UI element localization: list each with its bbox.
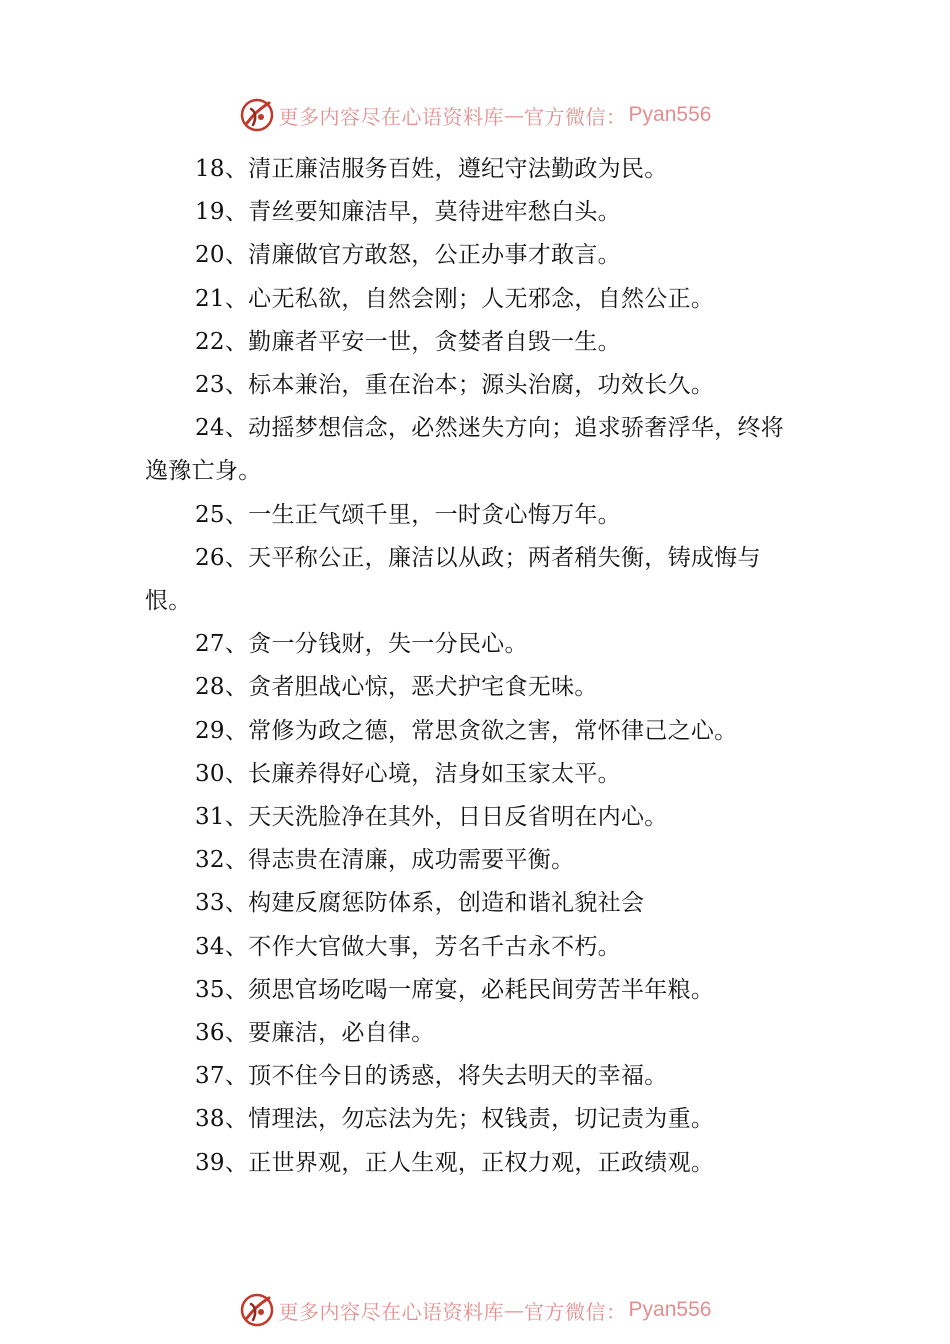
list-item: 38、情理法，勿忘法为先；权钱责，切记责为重。 — [195, 1106, 715, 1133]
footer-banner — [0, 1290, 950, 1330]
list-item: 30、长廉养得好心境，洁身如玉家太平。 — [195, 760, 621, 787]
list-item: 22、勤廉者平安一世，贪婪者自毁一生。 — [195, 328, 621, 355]
list-item: 28、贪者胆战心惊，恶犬护宅食无味。 — [195, 674, 598, 701]
footer-promo-text: 更多内容尽在心语资料库 — [278, 1299, 505, 1324]
list-item: 39、正世界观，正人生观，正权力观，正政绩观。 — [195, 1149, 715, 1176]
list-item: 24、动摇梦想信念，必然迷失方向；追求骄奢浮华，终将逸豫亡身。 — [145, 415, 785, 485]
list-item: 34、不作大官做大事，芳名千古永不朽。 — [195, 933, 621, 960]
list-item: 19、青丝要知廉洁早，莫待进牢愁白头。 — [195, 199, 621, 226]
footer-separator: — — [504, 1298, 525, 1322]
header-contact-id: Pyan556 — [628, 103, 712, 126]
list-item: 25、一生正气颂千里，一时贪心悔万年。 — [195, 501, 621, 528]
list-item: 20、清廉做官方敢怒，公正办事才敢言。 — [195, 242, 621, 269]
list-item: 27、贪一分钱财，失一分民心。 — [195, 631, 528, 658]
header-banner — [0, 95, 950, 135]
list-item: 31、天天洗脸净在其外，日日反省明在内心。 — [195, 804, 668, 831]
list-item: 36、要廉洁，必自律。 — [195, 1020, 435, 1047]
list-item: 29、常修为政之德，常思贪欲之害，常怀律己之心。 — [195, 717, 738, 744]
brand-logo-icon — [239, 1292, 275, 1328]
list-item: 35、须思官场吃喝一席宴，必耗民间劳苦半年粮。 — [195, 976, 715, 1003]
list-item: 26、天平称公正，廉洁以从政；两者稍失衡，铸成悔与恨。 — [145, 544, 761, 615]
brand-logo-icon — [239, 97, 275, 133]
list-item: 23、标本兼治，重在治本；源头治腐，功效长久。 — [195, 372, 715, 399]
header-contact-label: 官方微信： — [524, 104, 627, 129]
list-item: 32、得志贵在清廉，成功需要平衡。 — [195, 847, 575, 874]
header-separator: — — [504, 103, 525, 127]
header-promo-text: 更多内容尽在心语资料库 — [278, 104, 505, 129]
list-item: 18、清正廉洁服务百姓，遵纪守法勤政为民。 — [195, 156, 668, 182]
footer-contact-label: 官方微信： — [524, 1299, 627, 1324]
list-item: 33、构建反腐惩防体系，创造和谐礼貌社会 — [195, 890, 645, 917]
list-item: 21、心无私欲，自然会刚；人无邪念，自然公正。 — [195, 285, 715, 312]
document-body — [145, 148, 800, 1185]
list-item: 37、顶不住今日的诱惑，将失去明天的幸福。 — [195, 1063, 668, 1090]
footer-contact-id: Pyan556 — [628, 1298, 712, 1321]
